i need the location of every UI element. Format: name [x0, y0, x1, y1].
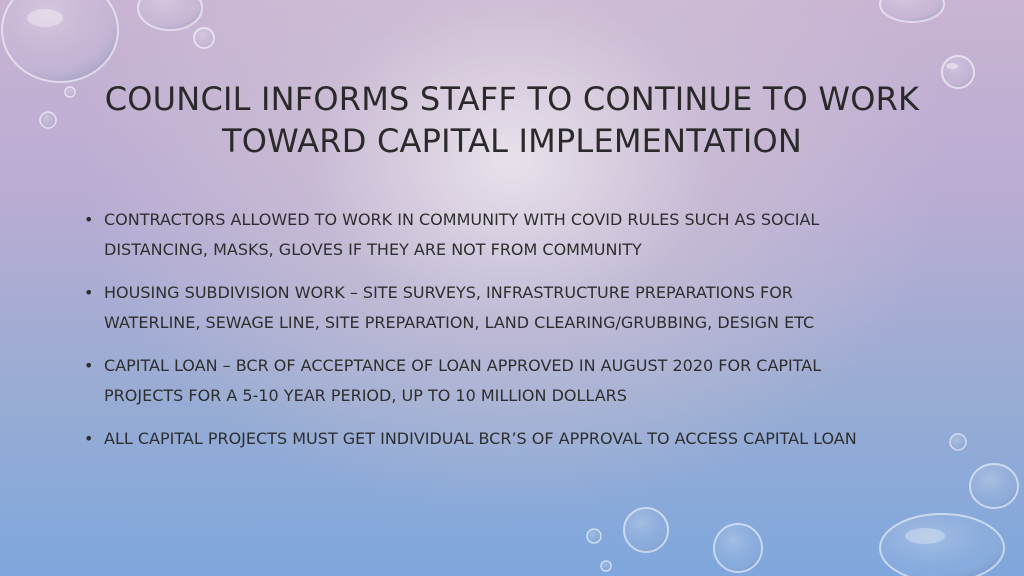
droplet: [138, 0, 202, 30]
droplet: [942, 56, 974, 88]
droplet: [880, 514, 1004, 576]
bullet-marker: •: [84, 429, 94, 448]
droplet-highlight: [905, 528, 945, 544]
droplet: [880, 0, 944, 22]
bullet-line: HOUSING SUBDIVISION WORK – SITE SURVEYS, INFRASTRUCTURE PREPARATIONS FOR: [104, 283, 793, 302]
bullet-line: DISTANCING, MASKS, GLOVES IF THEY ARE NOT FROM COMMUNITY: [104, 240, 642, 259]
bullet-line: PROJECTS FOR A 5-10 YEAR PERIOD, UP TO 10 MILLION DOLLARS: [104, 386, 627, 405]
droplet: [194, 28, 214, 48]
droplet-highlight: [946, 63, 958, 69]
droplet: [2, 0, 118, 82]
droplet: [40, 112, 56, 128]
bullet-item-housing: [84, 278, 964, 338]
bullet-line: CAPITAL LOAN – BCR OF ACCEPTANCE OF LOAN APPROVED IN AUGUST 2020 FOR CAPITAL: [104, 356, 822, 375]
title-line: TOWARD CAPITAL IMPLEMENTATION: [221, 122, 803, 160]
droplet: [970, 464, 1018, 508]
slide-title: [80, 78, 944, 162]
bullet-marker: •: [84, 356, 94, 375]
bullet-line: WATERLINE, SEWAGE LINE, SITE PREPARATION, LAND CLEARING/GRUBBING, DESIGN ETC: [104, 313, 815, 332]
droplet: [65, 87, 75, 97]
droplet: [587, 529, 601, 543]
title-line: COUNCIL INFORMS STAFF TO CONTINUE TO WORK: [104, 80, 920, 118]
bullet-list: [84, 205, 964, 467]
bullet-item-capital-projects: [84, 424, 964, 454]
bullet-line: ALL CAPITAL PROJECTS MUST GET INDIVIDUAL BCR’S OF APPROVAL TO ACCESS CAPITAL LOAN: [104, 429, 857, 448]
bullet-item-contractors: [84, 205, 964, 265]
bullet-item-capital-loan: [84, 351, 964, 411]
droplet: [624, 508, 668, 552]
bullet-marker: •: [84, 283, 94, 302]
droplet: [714, 524, 762, 572]
bullet-marker: •: [84, 210, 94, 229]
bullet-line: CONTRACTORS ALLOWED TO WORK IN COMMUNITY WITH COVID RULES SUCH AS SOCIAL: [104, 210, 820, 229]
droplet-highlight: [27, 9, 63, 27]
droplet: [601, 561, 611, 571]
